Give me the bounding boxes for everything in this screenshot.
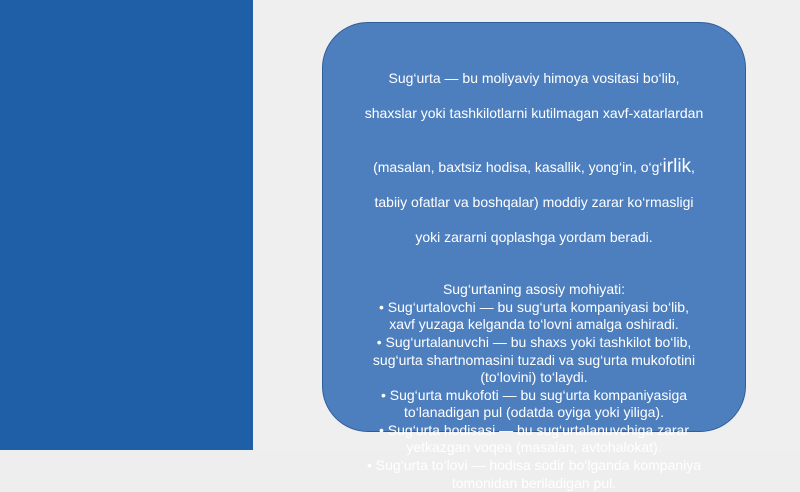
bullet-premium: • Sug‘urta mukofoti — bu sug‘urta kompaniyasiga to‘lanadigan pul (odatda oyiga yoki yiliga). <box>380 386 688 421</box>
intro-line-2: shaxslar yoki tashkilotlarni kutilmagan xavf-xatarlardan <box>364 104 704 121</box>
intro-line-3-large: irlik <box>662 155 692 177</box>
rounded-text-box[interactable] <box>322 22 746 491</box>
intro-line-4: tabiiy ofatlar va boshqalar) moddiy zarar ko‘rmasligi <box>374 193 694 210</box>
bullet-insurer: • Sug‘urtalovchi — bu sug‘urta kompaniyasi bo‘lib, xavf yuzaga kelganda to‘lovni amalga oshiradi. <box>379 298 689 333</box>
intro-line-3-end: , <box>691 158 695 175</box>
intro-line-3-start: (masalan, baxtsiz hodisa, kasallik, yong‘in, o‘g‘ <box>373 158 663 175</box>
intro-line-3 <box>343 140 725 176</box>
intro-paragraph <box>323 52 745 264</box>
bullet-payment: • Sug‘urta to‘lovi — hodisa sodir bo‘lganda kompaniya tomonidan beriladigan pul. <box>366 457 702 491</box>
bullet-insured: • Sug‘urtalanuvchi — bu shaxs yoki tashkilot bo‘lib, sug‘urta shartnomasini tuzadi va sug‘urta mukofotini (to‘lovini) to‘laydi. <box>372 333 696 386</box>
left-decorative-band <box>0 0 253 450</box>
intro-line-5: yoki zararni qoplashga yordam beradi. <box>415 228 653 245</box>
bullet-event: • Sug‘urta hodisasi — bu sug‘urtalanuvchiga zarar yetkazgan voqea (masalan, avtohalokat). <box>379 421 689 456</box>
essence-title: Sug‘urtaning asosiy mohiyati: <box>442 281 626 298</box>
intro-line-1: Sug‘urta — bu moliyaviy himoya vositasi bo‘lib, <box>388 69 680 86</box>
